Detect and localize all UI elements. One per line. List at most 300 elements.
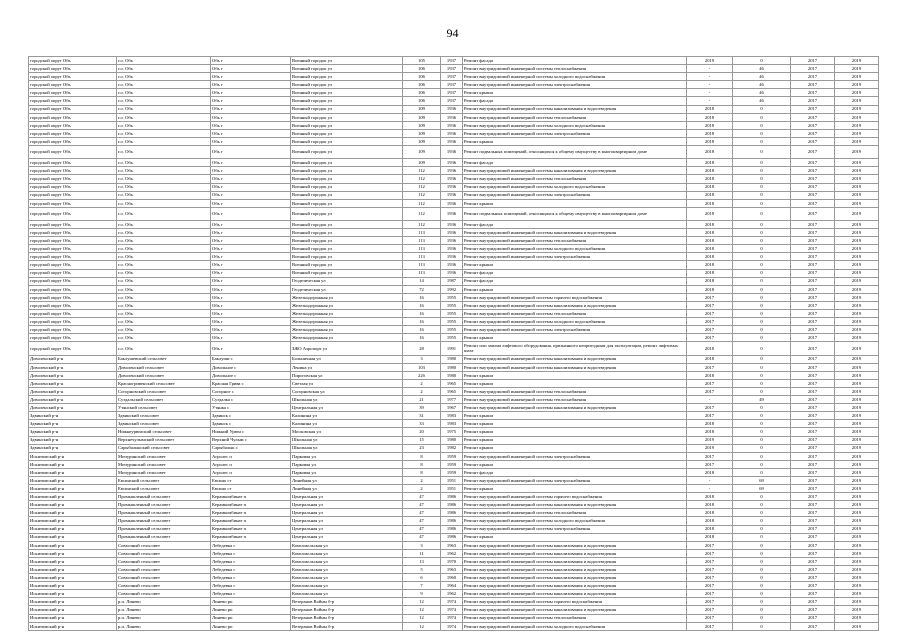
table-cell-c8: - — [687, 73, 733, 81]
table-cell-c11: 2019 — [835, 285, 879, 293]
table-cell-c11: 2019 — [835, 582, 879, 590]
table-cell-street: Военный городок ул — [291, 121, 403, 129]
table-cell-c9: 0 — [733, 261, 791, 269]
table-cell-num: 109 — [403, 146, 441, 159]
table-cell-c10: 2017 — [791, 420, 835, 428]
table-cell-c10: 2017 — [791, 326, 835, 334]
table-cell-c11: 2019 — [835, 509, 879, 517]
table-cell-c11: 2019 — [835, 387, 879, 395]
table-cell-c10: 2017 — [791, 73, 835, 81]
table-cell-street: Военный городок ул — [291, 167, 403, 175]
table-cell-yr: 1986 — [441, 509, 463, 517]
table-cell-c11: 2019 — [835, 57, 879, 65]
table-cell-street: Железнодорожная ул — [291, 318, 403, 326]
table-cell-settlement: Утянка с — [211, 404, 291, 412]
table-cell-yr: 1967 — [441, 404, 463, 412]
table-cell-district: Искитимский р-н — [29, 493, 117, 501]
table-cell-district: Искитимский р-н — [29, 574, 117, 582]
table-cell-yr: 1980 — [441, 436, 463, 444]
table-cell-num: 16 — [403, 310, 441, 318]
table-cell-district: городской округ Обь — [29, 137, 117, 145]
table-cell-c8: 2017 — [687, 566, 733, 574]
table-cell-settlement: Обь г — [211, 97, 291, 105]
table-cell-municipality: Совхозный сельсовет — [117, 582, 211, 590]
table-cell-municipality: Здвинский сельсовет — [117, 412, 211, 420]
table-cell-street: Парковая ул — [291, 452, 403, 460]
table-cell-c11: 2019 — [835, 371, 879, 379]
table-cell-c9: 0 — [733, 57, 791, 65]
table-cell-municipality: Совхозный сельсовет — [117, 574, 211, 582]
table-row — [29, 590, 879, 598]
table-cell-c10: 2017 — [791, 65, 835, 73]
table-cell-num: 6 — [403, 574, 441, 582]
table-cell-c8: - — [687, 81, 733, 89]
table-cell-c11: 2019 — [835, 404, 879, 412]
table-cell-street: Военный городок ул — [291, 146, 403, 159]
table-row — [29, 476, 879, 484]
table-cell-yr: 1982 — [441, 444, 463, 452]
table-cell-street: Парковая ул — [291, 460, 403, 468]
table-cell-c11: 2019 — [835, 412, 879, 420]
table-cell-c8: 2018 — [687, 533, 733, 541]
table-cell-street: Школьная ул — [291, 436, 403, 444]
table-cell-desc: Ремонт внутридомовой инженерной системы холодного водоснабжения — [463, 73, 687, 81]
table-row — [29, 146, 879, 159]
table-cell-desc: Ремонт внутридомовой инженерной системы канализования и водоотведения — [463, 363, 687, 371]
table-cell-municipality: Здвинский сельсовет — [117, 420, 211, 428]
table-cell-c8: 2017 — [687, 318, 733, 326]
table-cell-settlement: Керамкомбинат п — [211, 509, 291, 517]
table-cell-c10: 2017 — [791, 460, 835, 468]
table-cell-street: Железнодорожная ул — [291, 301, 403, 309]
table-cell-c10: 2017 — [791, 253, 835, 261]
table-cell-settlement: Линево рп — [211, 606, 291, 614]
table-cell-municipality: Промышленный сельсовет — [117, 517, 211, 525]
table-cell-settlement: Евсино ст — [211, 485, 291, 493]
table-cell-desc: Ремонт внутридомовой инженерной системы канализования и водоотведения — [463, 229, 687, 237]
table-cell-settlement: Обь г — [211, 310, 291, 318]
table-cell-c9: 0 — [733, 191, 791, 199]
table-cell-c11: 2019 — [835, 549, 879, 557]
table-cell-num: 3 — [403, 355, 441, 363]
table-cell-settlement: Обь г — [211, 183, 291, 191]
table-cell-municipality: г.о. Обь — [117, 146, 211, 159]
table-row — [29, 396, 879, 404]
table-row — [29, 468, 879, 476]
table-cell-municipality: Нижнеурюмский сельсовет — [117, 428, 211, 436]
table-cell-settlement: Обь г — [211, 245, 291, 253]
table-cell-municipality: г.о. Обь — [117, 89, 211, 97]
table-row — [29, 229, 879, 237]
table-cell-c10: 2017 — [791, 363, 835, 371]
table-cell-yr: 1951 — [441, 476, 463, 484]
table-cell-num: 15 — [403, 436, 441, 444]
table-cell-settlement: Сарыбалык с — [211, 444, 291, 452]
table-cell-c11: 2019 — [835, 557, 879, 565]
table-cell-district: городской округ Обь — [29, 334, 117, 342]
table-cell-settlement: Здвинск с — [211, 412, 291, 420]
table-cell-district: городской округ Обь — [29, 105, 117, 113]
table-cell-settlement: Обь г — [211, 334, 291, 342]
table-cell-settlement: Агролес п — [211, 460, 291, 468]
table-cell-c9: 0 — [733, 606, 791, 614]
table-cell-c8: 2017 — [687, 614, 733, 622]
table-cell-c10: 2017 — [791, 89, 835, 97]
table-cell-c11: 2019 — [835, 468, 879, 476]
table-cell-num: 72 — [403, 285, 441, 293]
table-row — [29, 129, 879, 137]
table-cell-street: Ветеранов Войны б-р — [291, 622, 403, 630]
table-cell-c10: 2017 — [791, 97, 835, 105]
table-cell-desc: Ремонт крыши — [463, 199, 687, 207]
table-cell-num: 16 — [403, 326, 441, 334]
table-cell-municipality: г.о. Обь — [117, 301, 211, 309]
table-cell-street: Геодезическая ул — [291, 285, 403, 293]
table-cell-district: Искитимский р-н — [29, 582, 117, 590]
table-cell-desc: Ремонт внутридомовой инженерной системы теплоснабжения — [463, 237, 687, 245]
table-cell-municipality: г.о. Обь — [117, 73, 211, 81]
table-cell-settlement: Керамкомбинат п — [211, 533, 291, 541]
table-cell-c8: - — [687, 485, 733, 493]
table-row — [29, 614, 879, 622]
table-cell-c11: 2019 — [835, 460, 879, 468]
table-cell-street: Военный городок ул — [291, 261, 403, 269]
table-cell-desc: Ремонт внутридомовой инженерной системы канализования и водоотведения — [463, 557, 687, 565]
table-cell-district: городской округ Обь — [29, 310, 117, 318]
table-cell-desc: Ремонт внутридомовой инженерной системы теплоснабжения — [463, 310, 687, 318]
table-cell-c10: 2017 — [791, 113, 835, 121]
table-cell-municipality: г.о. Обь — [117, 199, 211, 207]
table-cell-street: Геодезическая ул — [291, 277, 403, 285]
table-cell-settlement: Обь г — [211, 237, 291, 245]
table-cell-c11: 2019 — [835, 167, 879, 175]
table-cell-municipality: г.о. Обь — [117, 207, 211, 220]
table-cell-desc: Ремонт фасада — [463, 57, 687, 65]
table-cell-desc: Ремонт крыши — [463, 379, 687, 387]
table-row — [29, 606, 879, 614]
table-cell-desc: Ремонт фасада — [463, 97, 687, 105]
table-cell-c8: 2017 — [687, 582, 733, 590]
table-cell-street: Линейная ул — [291, 476, 403, 484]
table-row — [29, 269, 879, 277]
page-number: 94 — [446, 26, 459, 40]
table-row — [29, 97, 879, 105]
table-cell-c9: 0 — [733, 566, 791, 574]
table-cell-district: Искитимский р-н — [29, 501, 117, 509]
table-cell-c9: 0 — [733, 159, 791, 167]
table-row — [29, 285, 879, 293]
table-cell-yr: 1936 — [441, 199, 463, 207]
table-cell-municipality: г.о. Обь — [117, 253, 211, 261]
table-cell-desc: Ремонт внутридомовой инженерной системы горячего водоснабжения — [463, 293, 687, 301]
table-cell-c9: 69 — [733, 485, 791, 493]
table-cell-yr: 1936 — [441, 269, 463, 277]
table-cell-yr: 1937 — [441, 65, 463, 73]
table-cell-num: 109 — [403, 137, 441, 145]
table-cell-num: 113 — [403, 245, 441, 253]
table-cell-c10: 2017 — [791, 334, 835, 342]
table-cell-district: городской округ Обь — [29, 301, 117, 309]
table-row — [29, 245, 879, 253]
table-cell-c8: 2017 — [687, 598, 733, 606]
table-cell-yr: 1936 — [441, 261, 463, 269]
table-row — [29, 89, 879, 97]
table-row — [29, 598, 879, 606]
table-cell-district: городской округ Обь — [29, 167, 117, 175]
table-cell-desc: Ремонт крыши — [463, 444, 687, 452]
table-cell-municipality: г.о. Обь — [117, 293, 211, 301]
table-cell-c8: 2019 — [687, 57, 733, 65]
table-cell-settlement: Обь г — [211, 146, 291, 159]
table-cell-yr: 1936 — [441, 175, 463, 183]
table-cell-street: Центральная ул — [291, 517, 403, 525]
table-cell-c10: 2017 — [791, 167, 835, 175]
table-cell-municipality: Промышленный сельсовет — [117, 493, 211, 501]
table-cell-c10: 2017 — [791, 237, 835, 245]
table-cell-c11: 2019 — [835, 476, 879, 484]
table-cell-c10: 2017 — [791, 129, 835, 137]
table-cell-c11: 2019 — [835, 113, 879, 121]
table-cell-c8: - — [687, 396, 733, 404]
table-cell-num: 39 — [403, 404, 441, 412]
table-cell-c8: 2019 — [687, 436, 733, 444]
table-cell-municipality: г.о. Обь — [117, 342, 211, 355]
table-cell-desc: Ремонт внутридомовой инженерной системы теплоснабжения — [463, 175, 687, 183]
table-cell-municipality: г.о. Обь — [117, 318, 211, 326]
table-cell-c9: 46 — [733, 89, 791, 97]
table-cell-settlement: Обь г — [211, 253, 291, 261]
table-row — [29, 436, 879, 444]
table-row — [29, 199, 879, 207]
table-cell-c10: 2017 — [791, 245, 835, 253]
table-cell-settlement: Нижний Урюм с — [211, 428, 291, 436]
table-cell-c11: 2019 — [835, 334, 879, 342]
table-cell-yr: 1959 — [441, 452, 463, 460]
table-cell-street: Центральная ул — [291, 525, 403, 533]
table-row — [29, 261, 879, 269]
table-cell-c9: 0 — [733, 285, 791, 293]
table-cell-c8: 2018 — [687, 183, 733, 191]
table-cell-c10: 2017 — [791, 590, 835, 598]
table-cell-c11: 2019 — [835, 220, 879, 228]
table-cell-yr: 1986 — [441, 517, 463, 525]
table-cell-c9: 0 — [733, 129, 791, 137]
table-cell-c8: 2017 — [687, 606, 733, 614]
table-cell-district: городской округ Обь — [29, 121, 117, 129]
table-cell-yr: 1965 — [441, 387, 463, 395]
table-cell-c10: 2017 — [791, 404, 835, 412]
table-cell-num: 112 — [403, 220, 441, 228]
table-cell-street: Ленина ул — [291, 363, 403, 371]
table-cell-c8: 2018 — [687, 113, 733, 121]
table-cell-district: Доволенский р-н — [29, 355, 117, 363]
table-cell-settlement: Обь г — [211, 159, 291, 167]
table-cell-settlement: Красная Грива с — [211, 379, 291, 387]
table-cell-c8: 2018 — [687, 420, 733, 428]
table-cell-c10: 2017 — [791, 285, 835, 293]
table-row — [29, 137, 879, 145]
table-cell-district: Доволенский р-н — [29, 379, 117, 387]
table-cell-c10: 2017 — [791, 549, 835, 557]
table-cell-c11: 2019 — [835, 614, 879, 622]
table-cell-municipality: Совхозный сельсовет — [117, 566, 211, 574]
table-cell-municipality: р.п. Линево — [117, 614, 211, 622]
table-cell-desc: Ремонт внутридомовой инженерной системы теплоснабжения — [463, 509, 687, 517]
table-cell-district: городской округ Обь — [29, 89, 117, 97]
table-cell-desc: Ремонт внутридомовой инженерной системы канализования и водоотведения — [463, 501, 687, 509]
table-row — [29, 57, 879, 65]
table-cell-c8: 2019 — [687, 444, 733, 452]
table-cell-c9: 0 — [733, 549, 791, 557]
table-cell-c9: 0 — [733, 269, 791, 277]
table-cell-district: Искитимский р-н — [29, 541, 117, 549]
table-cell-desc: Ремонт внутридомовой инженерной системы канализования и водоотведения — [463, 582, 687, 590]
table-cell-settlement: Обь г — [211, 199, 291, 207]
table-cell-desc: Ремонт крыши — [463, 460, 687, 468]
table-cell-district: Здвинский р-н — [29, 444, 117, 452]
table-cell-district: городской округ Обь — [29, 129, 117, 137]
table-cell-c8: 2018 — [687, 269, 733, 277]
table-cell-municipality: г.о. Обь — [117, 237, 211, 245]
table-cell-settlement: Лебедевка с — [211, 557, 291, 565]
table-cell-desc: Ремонт фасада — [463, 269, 687, 277]
table-cell-c9: 0 — [733, 293, 791, 301]
table-cell-settlement: Лебедевка с — [211, 574, 291, 582]
table-cell-district: городской округ Обь — [29, 253, 117, 261]
table-cell-street: Железнодорожная ул — [291, 326, 403, 334]
table-cell-desc: Ремонт внутридомовой инженерной системы канализования и водоотведения — [463, 355, 687, 363]
table-cell-desc: Ремонт внутридомовой инженерной системы канализования и водоотведения — [463, 167, 687, 175]
table-cell-street: Согорновская ул — [291, 387, 403, 395]
table-cell-c9: 0 — [733, 220, 791, 228]
table-cell-c8: 2018 — [687, 129, 733, 137]
table-row — [29, 220, 879, 228]
table-cell-c11: 2019 — [835, 574, 879, 582]
table-cell-desc: Ремонт внутридомовой инженерной системы теплоснабжения — [463, 113, 687, 121]
table-cell-num: 12 — [403, 614, 441, 622]
table-cell-c11: 2019 — [835, 237, 879, 245]
table-cell-street: Военный городок ул — [291, 207, 403, 220]
table-cell-c10: 2017 — [791, 485, 835, 493]
table-cell-num: 113 — [403, 253, 441, 261]
table-cell-num: 2 — [403, 387, 441, 395]
table-cell-c11: 2019 — [835, 261, 879, 269]
table-row — [29, 517, 879, 525]
table-cell-c11: 2019 — [835, 199, 879, 207]
table-cell-c8: 2018 — [687, 175, 733, 183]
table-cell-district: городской округ Обь — [29, 199, 117, 207]
table-cell-num: 2 — [403, 379, 441, 387]
table-cell-district: Искитимский р-н — [29, 598, 117, 606]
table-cell-yr: 1986 — [441, 525, 463, 533]
table-cell-street: Железнодорожная ул — [291, 334, 403, 342]
table-cell-c10: 2017 — [791, 301, 835, 309]
table-cell-c10: 2017 — [791, 541, 835, 549]
table-cell-desc: Ремонт подвальных помещений, относящихся к общему имуществу в многоквартирном доме — [463, 207, 687, 220]
table-cell-c9: 0 — [733, 277, 791, 285]
table-cell-c9: 0 — [733, 229, 791, 237]
table-cell-c8: 2018 — [687, 191, 733, 199]
table-cell-settlement: Керамкомбинат п — [211, 493, 291, 501]
table-cell-municipality: г.о. Обь — [117, 334, 211, 342]
table-row — [29, 355, 879, 363]
table-cell-c11: 2019 — [835, 129, 879, 137]
table-cell-district: Искитимский р-н — [29, 590, 117, 598]
table-cell-street: Центральная ул — [291, 501, 403, 509]
table-cell-street: Военный городок ул — [291, 245, 403, 253]
table-cell-yr: 1962 — [441, 549, 463, 557]
table-cell-desc: Ремонт крыши — [463, 285, 687, 293]
table-cell-yr: 1980 — [441, 371, 463, 379]
table-cell-street: Комсомольская ул — [291, 582, 403, 590]
table-cell-c11: 2019 — [835, 493, 879, 501]
table-cell-district: Доволенский р-н — [29, 371, 117, 379]
table-cell-settlement: Обь г — [211, 326, 291, 334]
table-cell-street: Московская ул — [291, 428, 403, 436]
table-cell-district: Искитимский р-н — [29, 549, 117, 557]
table-cell-settlement: Обь г — [211, 121, 291, 129]
table-cell-district: городской округ Обь — [29, 81, 117, 89]
table-cell-num: 112 — [403, 191, 441, 199]
table-cell-municipality: Мичуринский сельсовет — [117, 452, 211, 460]
table-cell-municipality: Евсинский сельсовет — [117, 476, 211, 484]
table-cell-desc: Ремонт внутридомовой инженерной системы теплоснабжения — [463, 614, 687, 622]
table-cell-c9: 0 — [733, 541, 791, 549]
table-cell-num: 8 — [403, 460, 441, 468]
table-cell-c8: 2018 — [687, 371, 733, 379]
table-cell-yr: 1987 — [441, 277, 463, 285]
table-cell-c8: 2018 — [687, 493, 733, 501]
table-cell-street: Военный городок ул — [291, 81, 403, 89]
table-cell-c8: 2018 — [687, 245, 733, 253]
table-cell-settlement: Обь г — [211, 269, 291, 277]
table-cell-district: городской округ Обь — [29, 318, 117, 326]
table-cell-num: 113 — [403, 269, 441, 277]
table-cell-municipality: г.о. Обь — [117, 65, 211, 73]
table-cell-c8: 2017 — [687, 412, 733, 420]
table-cell-municipality: г.о. Обь — [117, 167, 211, 175]
table-cell-yr: 1992 — [441, 285, 463, 293]
table-cell-yr: 1986 — [441, 493, 463, 501]
table-cell-district: городской округ Обь — [29, 207, 117, 220]
table-cell-num: 105 — [403, 57, 441, 65]
table-cell-desc: Ремонт внутридомовой инженерной системы канализования и водоотведения — [463, 105, 687, 113]
table-cell-municipality: г.о. Обь — [117, 175, 211, 183]
table-cell-street: Больничная ул — [291, 355, 403, 363]
table-cell-district: городской округ Обь — [29, 293, 117, 301]
table-cell-c8: 2018 — [687, 509, 733, 517]
table-cell-desc: Ремонт фасада — [463, 220, 687, 228]
table-cell-municipality: г.о. Обь — [117, 183, 211, 191]
table-cell-c11: 2019 — [835, 310, 879, 318]
table-cell-c10: 2017 — [791, 493, 835, 501]
table-cell-settlement: Лебедевка с — [211, 566, 291, 574]
table-row — [29, 277, 879, 285]
table-cell-municipality: Промышленный сельсовет — [117, 525, 211, 533]
table-cell-district: Здвинский р-н — [29, 428, 117, 436]
table-cell-c8: 2018 — [687, 237, 733, 245]
table-row — [29, 444, 879, 452]
table-cell-street: Военный городок ул — [291, 191, 403, 199]
table-cell-c11: 2019 — [835, 355, 879, 363]
table-cell-c9: 49 — [733, 396, 791, 404]
table-cell-street: Школьная ул — [291, 444, 403, 452]
table-cell-desc: Ремонт фасада — [463, 277, 687, 285]
table-cell-yr: 1936 — [441, 229, 463, 237]
table-row — [29, 509, 879, 517]
table-cell-c11: 2019 — [835, 277, 879, 285]
table-cell-c8: 2017 — [687, 310, 733, 318]
